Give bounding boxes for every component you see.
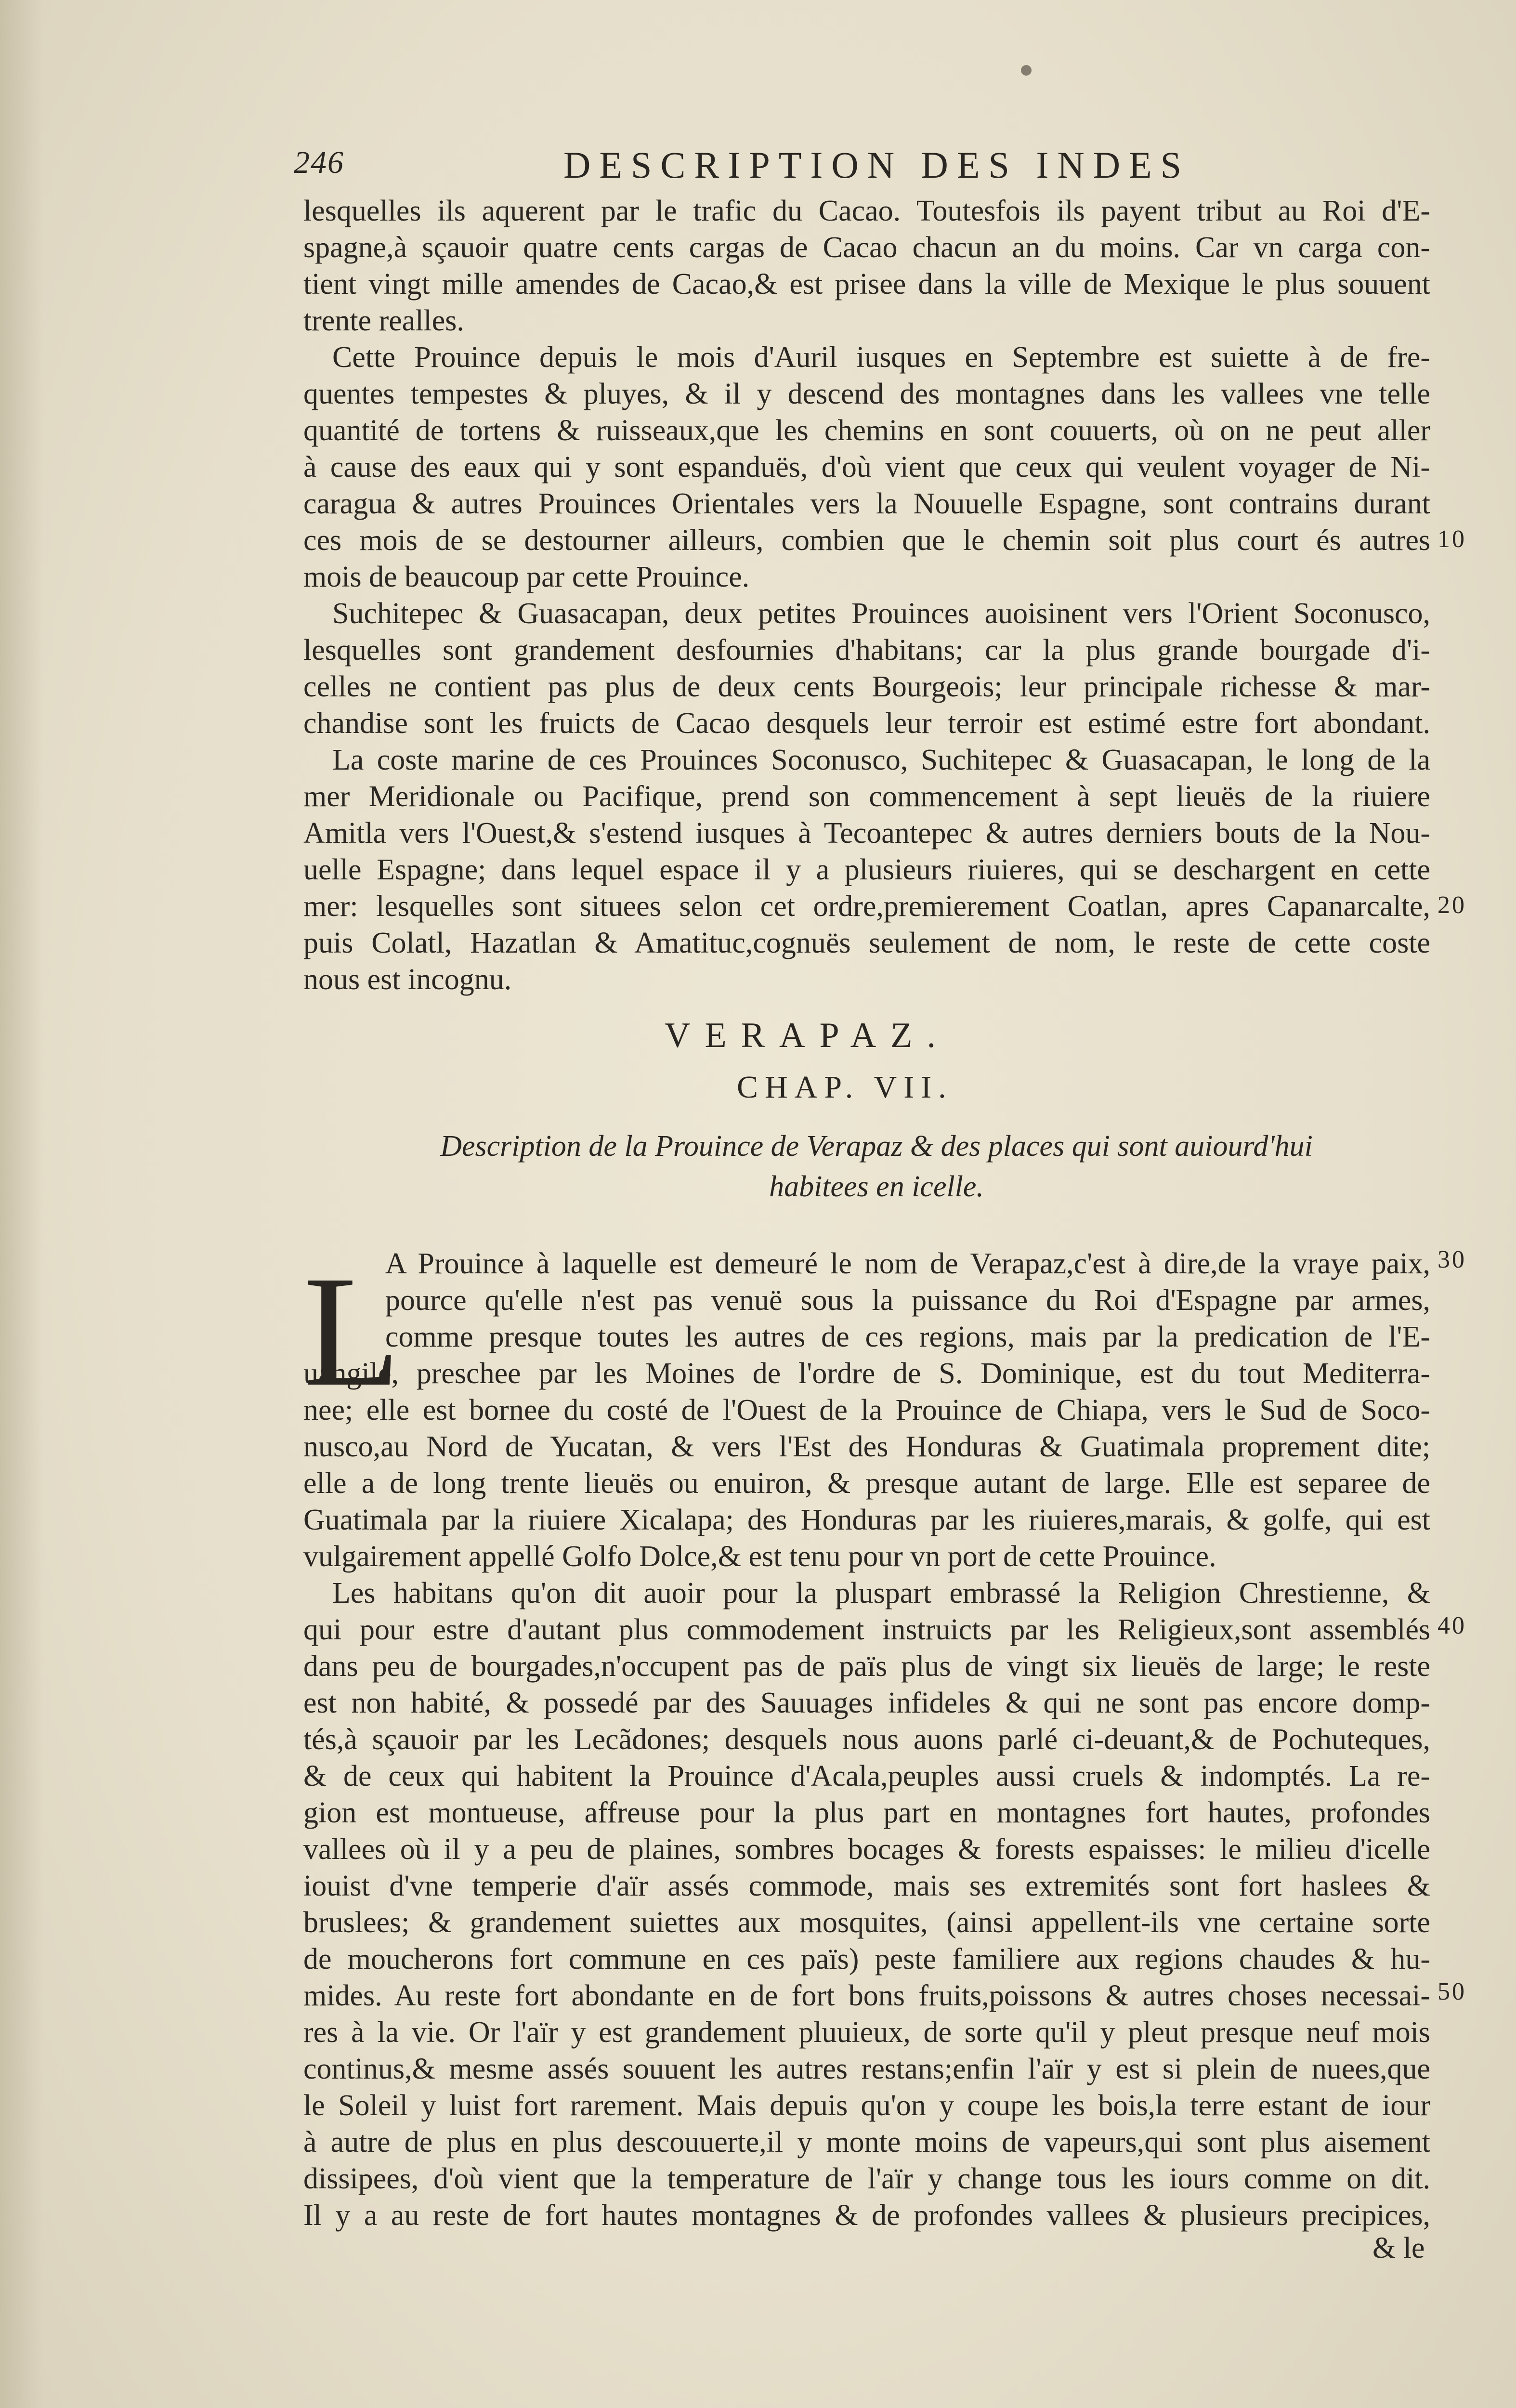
text-line: tés,à sçauoir par les Lecãdones; desquels nous auons parlé ci-deuant,& de Pochuteques, [303, 1723, 1430, 1756]
text-line: bruslees; & grandement suiettes aux mosquites, (ainsi appellent-ils vne certaine sorte [303, 1906, 1430, 1939]
text-line: quantité de tortens & ruisseaux,que les chemins en sont couuerts, où on ne peut aller [303, 414, 1430, 447]
line-number-margin: 20 [1438, 891, 1466, 919]
text-line: à autre de plus en plus descouuerte,il y monte moins de vapeurs,qui sont plus aisement [303, 2126, 1430, 2159]
text-line: caragua & autres Prouinces Orientales vers la Nouuelle Espagne, sont contrains durant [303, 487, 1430, 520]
text-line: nous est incognu. [303, 963, 512, 996]
page-number: 246 [294, 145, 344, 180]
text-line: ces mois de se destourner ailleurs, combien que le chemin soit plus court és autres [303, 524, 1430, 557]
line-number-margin: 30 [1438, 1246, 1466, 1273]
text-line: nee; elle est bornee du costé de l'Ouest de la Prouince de Chiapa, vers le Sud de Soco- [303, 1394, 1430, 1426]
text-line: tient vingt mille amendes de Cacao,& est prisee dans la ville de Mexique le plus souuent [303, 268, 1430, 301]
text-line: elle a de long trente lieuës ou enuiron, & presque autant de large. Elle est separee de [303, 1467, 1430, 1500]
catchword: & le [1372, 2234, 1425, 2263]
text-line: mides. Au reste fort abondante en de fort bons fruits,poissons & autres choses necessai- [303, 1979, 1430, 2012]
chapter-label: CHAP. VII. [737, 1070, 953, 1105]
text-line: Guatimala par la riuiere Xicalapa; des Honduras par les riuieres,marais, & golfe, qui est [303, 1504, 1430, 1536]
text-line: mois de beaucoup par cette Prouince. [303, 561, 750, 593]
text-line: Suchitepec & Guasacapan, deux petites Prouinces auoisinent vers l'Orient Soconusco, [332, 597, 1430, 630]
text-line: lesquelles ils aquerent par le trafic du Cacao. Toutesfois ils payent tribut au Roi d'E- [303, 195, 1430, 227]
text-line: nusco,au Nord de Yucatan, & vers l'Est des Honduras & Guatimala proprement dite; [303, 1430, 1430, 1463]
text-line: qui pour estre d'autant plus commodement instruicts par les Religieux,sont assemblés [303, 1613, 1430, 1646]
text-line: uangile, preschee par les Moines de l'ordre de S. Dominique, est du tout Mediterra- [303, 1357, 1430, 1390]
text-line: comme presque toutes les autres de ces regions, mais par la predication de l'E- [385, 1321, 1430, 1353]
chapter-description: Description de la Prouince de Verapaz & des places qui sont auiourd'hui habitees en icelle. [440, 1130, 1313, 1203]
line-number-margin: 40 [1438, 1612, 1466, 1639]
text-line: A Prouince à laquelle est demeuré le nom de Verapaz,c'est à dire,de la vraye paix, [385, 1247, 1430, 1280]
text-line: dissipees, d'où vient que la temperature de l'aïr y change tous les iours comme on dit. [303, 2162, 1430, 2195]
text-line: de moucherons fort commune en ces païs) peste familiere aux regions chaudes & hu- [303, 1943, 1430, 1976]
text-line: iouist d'vne temperie d'aïr assés commode, mais ses extremités sont fort haslees & [303, 1870, 1430, 1902]
ink-spot [1021, 65, 1032, 76]
text-line: Amitla vers l'Ouest,& s'estend iusques à Tecoantepec & autres derniers bouts de la Nou- [303, 817, 1430, 850]
text-line: à cause des eaux qui y sont espanduës, d'où vient que ceux qui veulent voyager de Ni- [303, 451, 1430, 484]
text-line: trente realles. [303, 304, 464, 337]
text-line: est non habité, & possedé par des Sauuages infideles & qui ne sont pas encore domp- [303, 1687, 1430, 1719]
line-number-margin: 50 [1438, 1978, 1466, 2005]
text-line: uelle Espagne; dans lequel espace il y a plusieurs riuieres, qui se deschargent en cette [303, 853, 1430, 886]
text-line: vulgairement appellé Golfo Dolce,& est tenu pour vn port de cette Prouince. [303, 1540, 1216, 1573]
text-line: pource qu'elle n'est pas venuë sous la puissance du Roi d'Espagne par armes, [385, 1284, 1430, 1317]
text-line: quentes tempestes & pluyes, & il y descend des montagnes dans les vallees vne telle [303, 378, 1430, 410]
text-line: dans peu de bourgades,n'occupent pas de païs plus de vingt six lieuës de large; le reste [303, 1650, 1430, 1683]
intro-paragraphs [303, 193, 1430, 998]
text-line: vallees où il y a peu de plaines, sombres bocages & forests espaisses: le milieu d'icelle [303, 1833, 1430, 1866]
text-line: lesquelles sont grandement desfournies d'habitans; car la plus grande bourgade d'i- [303, 634, 1430, 667]
chapter-body [303, 1245, 1430, 2263]
page-gutter [0, 0, 43, 2408]
text-line: continus,& mesme assés souuent les autres restans;enfin l'aïr y est si plein de nuees,que [303, 2053, 1430, 2085]
running-title: DESCRIPTION DES INDES [563, 144, 1190, 186]
text-line: le Soleil y luist fort rarement. Mais depuis qu'on y coupe les bois,la terre estant de iour [303, 2089, 1430, 2122]
text-line: mer Meridionale ou Pacifique, prend son commencement à sept lieuës de la riuiere [303, 780, 1430, 813]
text-line: Cette Prouince depuis le mois d'Auril iusques en Septembre est suiette à de fre- [332, 341, 1430, 374]
text-line: celles ne contient pas plus de deux cents Bourgeois; leur principale richesse & mar- [303, 670, 1430, 703]
section-title: VERAPAZ. [665, 1016, 950, 1055]
text-line: Les habitans qu'on dit auoir pour la pluspart embrassé la Religion Chrestienne, & [332, 1577, 1430, 1610]
text-line: spagne,à sçauoir quatre cents cargas de Cacao chacun an du moins. Car vn carga con- [303, 231, 1430, 264]
text-line: puis Colatl, Hazatlan & Amatituc,cognuës seulement de nom, le reste de cette coste [303, 927, 1430, 959]
text-line: La coste marine de ces Prouinces Soconusco, Suchitepec & Guasacapan, le long de la [332, 744, 1430, 776]
text-line: chandise sont les fruicts de Cacao desquels leur terroir est estimé estre fort abondant. [303, 707, 1430, 740]
drop-cap: L [303, 1243, 401, 1419]
text-line: Il y a au reste de fort hautes montagnes & de profondes vallees & plusieurs precipices, [303, 2199, 1430, 2232]
text-line: gion est montueuse, affreuse pour la plus part en montagnes fort hautes, profondes [303, 1796, 1430, 1829]
line-number-margin: 10 [1438, 525, 1466, 553]
text-line: & de ceux qui habitent la Prouince d'Acala,peuples aussi cruels & indomptés. La re- [303, 1760, 1430, 1793]
text-line: mer: lesquelles sont situees selon cet ordre,premierement Coatlan, apres Capanarcalte, [303, 890, 1430, 923]
text-line: res à la vie. Or l'aïr y est grandement pluuieux, de sorte qu'il y pleut presque neuf mois [303, 2016, 1430, 2049]
